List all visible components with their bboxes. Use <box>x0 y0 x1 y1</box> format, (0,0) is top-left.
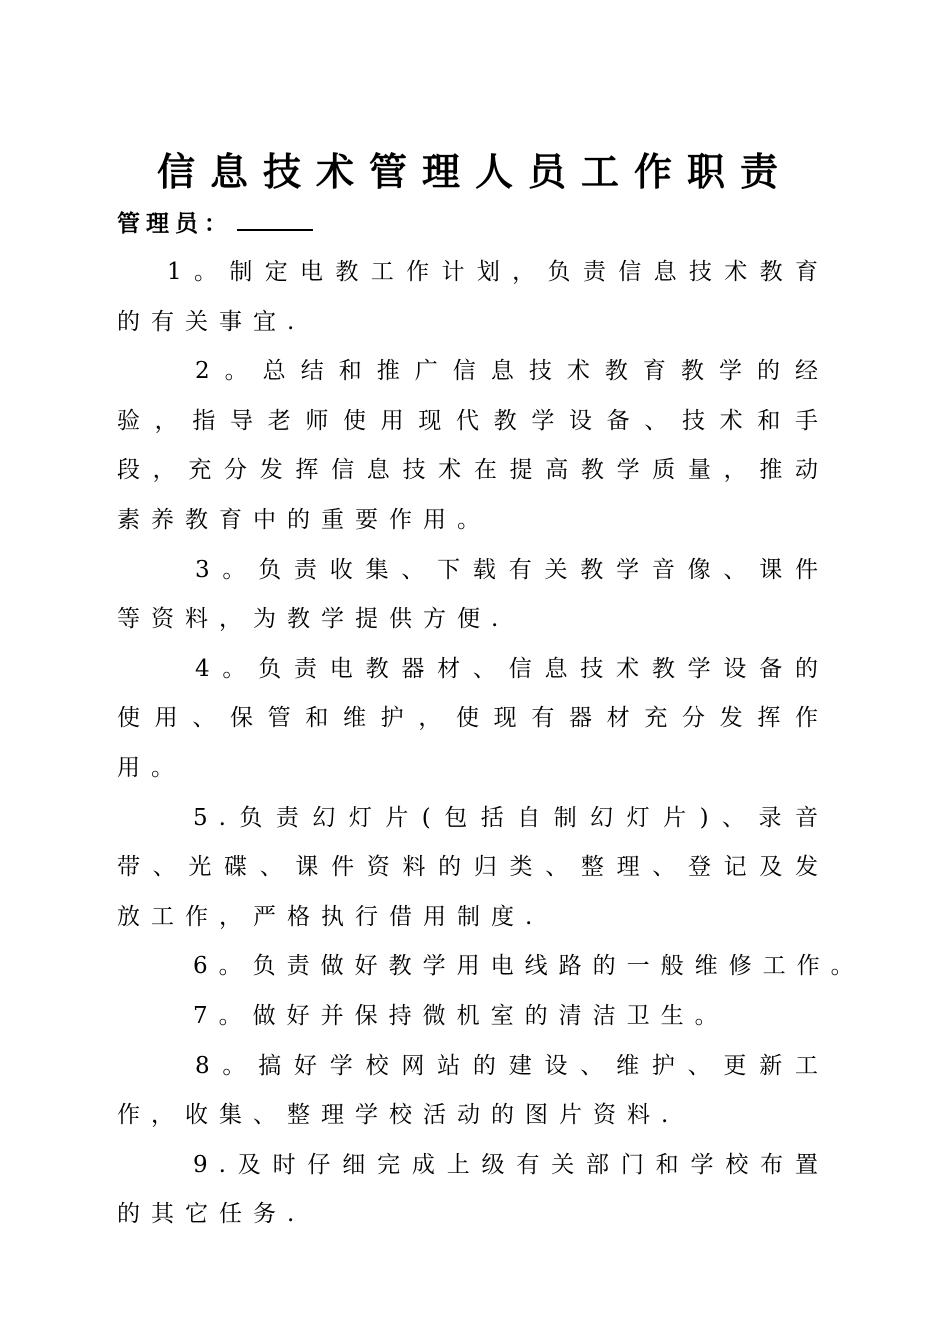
duty-item-2: 2。总结和推广信息技术教育教学的经验，指导老师使用现代教学设备、技术和手段，充分发挥信息技术在提高教学质量，推动素养教育中的重要作用。 <box>117 358 829 533</box>
duty-item-7: 7。做好并保持微机室的清洁卫生。 <box>193 1002 729 1029</box>
admin-line <box>117 206 313 242</box>
duty-item-3: 3。负责收集、下载有关教学音像、课件等资料，为教学提供方便. <box>117 556 829 633</box>
page-title: 信息技术管理人员工作职责 <box>156 149 793 194</box>
duty-item-9: 9.及时仔细完成上级有关部门和学校布置的其它任务. <box>117 1151 829 1228</box>
duty-item-1: 1。制定电教工作计划，负责信息技术教育的有关事宜. <box>117 259 829 335</box>
duty-list <box>117 248 865 1240</box>
admin-label: 管理员： <box>117 211 233 237</box>
duty-item-8: 8。搞好学校网站的建设、维护、更新工作，收集、整理学校活动的图片资料. <box>117 1052 829 1129</box>
duty-item-4: 4。负责电教器材、信息技术教学设备的使用、保管和维护，使现有器材充分发挥作用。 <box>117 655 829 781</box>
duty-item-5: 5.负责幻灯片(包括自制幻灯片)、录音带、光碟、课件资料的归类、整理、登记及发放工作，严格执行借用制度. <box>117 804 829 930</box>
duty-item-6: 6。负责做好教学用电线路的一般维修工作。 <box>193 953 865 980</box>
admin-name-blank <box>237 207 313 231</box>
